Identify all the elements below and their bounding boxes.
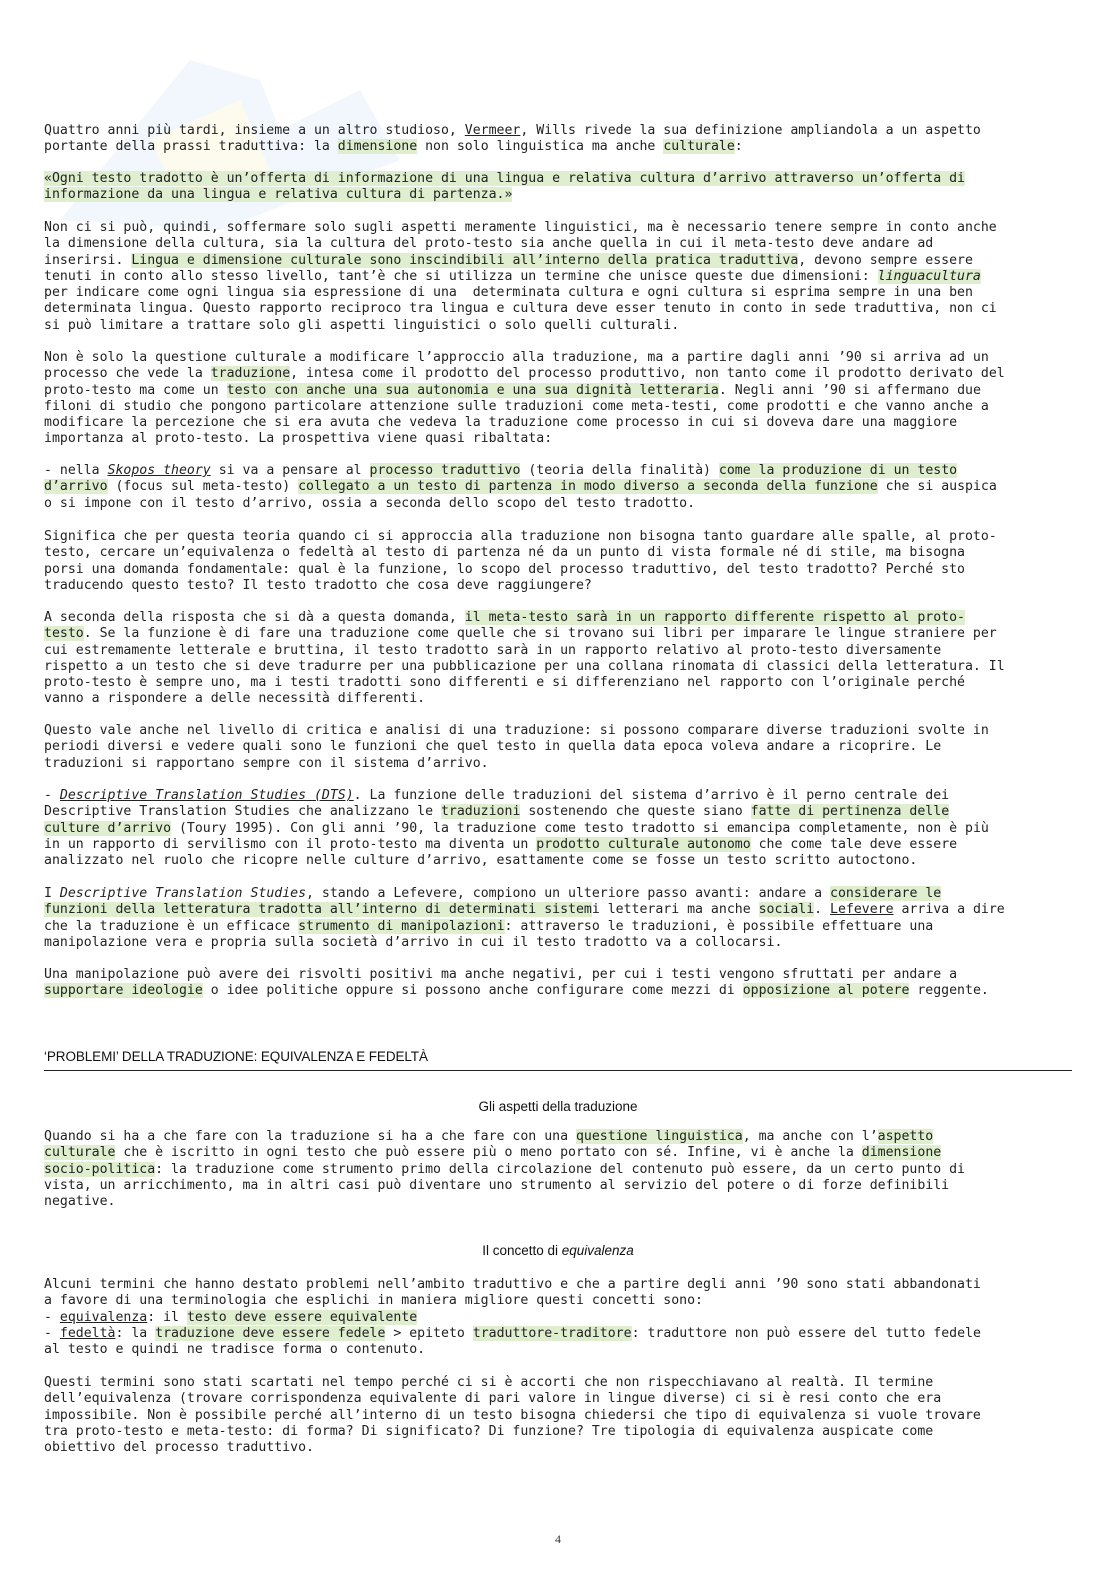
text-run: . — [814, 902, 831, 918]
paragraph — [44, 610, 1074, 708]
paragraph — [44, 171, 1074, 204]
highlighted-text: come la produzione di un testo d’arrivo — [44, 463, 958, 495]
highlighted-text: culturale — [663, 139, 735, 155]
text-run: sostenendo che queste siano — [520, 804, 751, 820]
highlighted-text: sociali — [758, 902, 815, 918]
text-run: Questi termini sono stati scartati nel tempo perché ci si è accorti che non rispecchiavano al realtà. Il termine dell’equivalenza (trovare corrispondenza equivalente di pari valore in lingue diverse) ci si è resi conto che era impossibile. Non è possibile perché all’interno di un testo bisogna chiedersi che tipo di equivalenza si vuole trovare tra proto-testo e meta-testo: di forma? Di significato? Di funzione? Tre tipologia di equivalenza auspicate come obiettivo del processo traduttivo. — [44, 1375, 981, 1456]
text-run: reggente. — [909, 983, 989, 999]
text-run: : traduttore non può essere del tutto fedele al testo e quindi ne tradisce forma o contenuto. — [44, 1325, 981, 1358]
highlighted-text: dimensione — [337, 139, 418, 155]
paragraph — [44, 1277, 1074, 1358]
text-run: : attraverso le traduzioni, è possibile effettuare una manipolazione vera e propria sulla società d’arrivo in cui il testo tradotto va a collocarsi. — [44, 918, 934, 950]
subheading-aspetti: Gli aspetti della traduzione — [478, 1099, 638, 1114]
text-run: : la traduzione come strumento primo della circolazione del contenuto può essere, da un certo punto di vista, un arricchimento, ma in altri casi può diventare uno strumento al servizio del potere o di forze definibili negative. — [44, 1161, 965, 1210]
text-run: , intesa come il prodotto del processo produttivo, non tanto come il prodotto derivato del proto-testo ma come un — [44, 366, 1005, 398]
text-run: , stando a Lefevere, compiono un ulteriore passo avanti: andare a — [306, 886, 831, 901]
paragraph — [44, 123, 1074, 156]
highlighted-text: traduzioni — [440, 804, 521, 820]
text-run: Lefevere — [830, 902, 894, 918]
text-run: Significa che per questa teoria quando ci si approccia alla traduzione non bisogna tanto guardare alle spalle, al proto- testo, cercare un’equivalenza o fedeltà al testo di partenza né da un punto di vista formale né di stile, ma bisogna porsi una domanda fondamentale: qual è la funzione, lo scopo del processo traduttivo, del testo tradotto? Perché sto traducendo questo testo? Il testo tradotto che cosa deve raggiungere? — [44, 529, 997, 593]
text-run: . Se la funzione è di fare una traduzione come quelle che si trovano sui libri per imparare le lingue straniere per cui estremamente letterale e bruttina, il testo tradotto sarà in un rapporto relativo al proto-testo diversamente rispetto a un testo che si deve tradurre per una pubblicazione per una collana rinomata di classici della letteratura. Il proto-testo è sempre uno, ma i testi tradotti sono differenti e si differenziano nel rapporto con l’originale perché vanno a rispondere a delle necessità differenti. — [44, 626, 1005, 707]
text-run: Una manipolazione può avere dei risvolti positivi ma anche negativi, per cui i testi vengono sfruttati per andare a — [44, 967, 958, 982]
text-run: A seconda della risposta che si dà a questa domanda, — [44, 610, 465, 625]
paragraph — [44, 886, 1074, 951]
highlighted-text: opposizione al potere — [742, 983, 910, 999]
text-run: . La funzione delle traduzioni del sistema d’arrivo è il perno centrale dei Descriptive Translation Studies che analizzano le — [44, 788, 950, 820]
highlighted-text: supportare ideologie — [44, 983, 203, 999]
text-run: si va a pensare al — [210, 463, 370, 478]
highlighted-text: considerare le funzioni della letteratura tradotta all’interno di determinati sistem — [44, 886, 942, 918]
paragraph — [44, 529, 1074, 594]
highlighted-text: il meta-testo sarà in un rapporto differente rispetto al proto- testo — [44, 610, 965, 642]
text-run: : — [734, 139, 743, 155]
paragraph — [44, 723, 1074, 772]
text-run: o idee politiche oppure si possono anche configurare come mezzi di — [202, 983, 743, 999]
text-run: , devono sempre essere tenuti in conto allo stesso livello, tant’è che si utilizza un termine che unisce queste due dimensioni: — [44, 252, 973, 284]
paragraph — [44, 350, 1074, 448]
page-number: 4 — [555, 1532, 561, 1546]
text-run: che è iscritto in ogni testo che può essere più o meno portato con sé. Infine, vi è anche la — [115, 1145, 862, 1161]
highlighted-text: fatte di pertinenza delle culture d’arrivo — [44, 804, 950, 836]
section-title: ‘PROBLEMI’ DELLA TRADUZIONE: EQUIVALENZA E FEDELTÀ — [44, 1049, 428, 1064]
highlighted-text: collegato a un testo di partenza in modo diverso a seconda della funzione — [298, 479, 878, 495]
highlighted-text: «Ogni testo tradotto è un’offerta di informazione di una lingua e relativa cultura d’arrivo attraverso un’offerta di informazione da una lingua e relativa cultura di partenza.» — [44, 171, 965, 203]
highlighted-text: traduttore-traditore — [472, 1325, 632, 1341]
text-run: Quando si ha a che fare con la traduzione si ha a che fare con una — [44, 1129, 576, 1144]
highlighted-text: Lingua e dimensione culturale sono inscindibili all’interno della pratica traduttiva — [131, 252, 799, 268]
text-run: Skopos theory — [107, 463, 211, 478]
text-run: arriva a dire che la traduzione è un efficace — [44, 902, 1005, 934]
text-run: , ma anche con l’ — [742, 1129, 878, 1144]
paragraph — [44, 788, 1074, 869]
highlighted-text: processo traduttivo — [369, 463, 521, 478]
highlighted-text: traduzione — [210, 366, 291, 382]
text-run: Vermeer — [464, 123, 521, 138]
text-run: che si auspica o si impone con il testo d’arrivo, ossia a seconda dello scopo del testo tradotto. — [44, 479, 997, 511]
text-run: che come tale deve essere analizzato nel ruolo che ricopre nelle culture d’arrivo, esattamente come se fosse un testo scritto autoctono. — [44, 836, 958, 869]
highlighted-text: dimensione socio-politica — [44, 1145, 942, 1177]
highlighted-text: testo deve essere equivalente — [186, 1309, 418, 1325]
text-run: - — [44, 1325, 52, 1341]
text-run: Non è solo la questione culturale a modificare l’approccio alla traduzione, ma a partire dagli anni ’90 si arriva ad un processo che vede la — [44, 350, 989, 382]
text-run: Descriptive Translation Studies — [59, 886, 307, 901]
paragraph — [44, 967, 1074, 1000]
highlighted-text: strumento di manipolazioni — [298, 918, 505, 934]
section-divider — [44, 1070, 1072, 1071]
paragraph — [44, 1129, 1074, 1210]
text-run: I — [44, 886, 60, 901]
text-run: Alcuni termini che hanno destato problemi nell’ambito traduttivo e che a partire degli anni ’90 sono stati abbandonati a favore di una terminologia che esplichi in maniera migliore questi concetti sono: - — [44, 1277, 981, 1325]
text-run: (Toury 1995). Con gli anni ’90, la traduzione come testo tradotto si emancipa completamente, non è più in un rapporto di servilismo con il proto-testo ma diventa un — [44, 820, 989, 852]
text-run: equivalenza — [59, 1309, 148, 1325]
highlighted-text: aspetto culturale — [44, 1129, 934, 1161]
text-run: Non ci si può, quindi, soffermare solo sugli aspetti meramente linguistici, ma è necessario tenere sempre in conto anche la dimensione della cultura, sia la cultura del proto-testo sia anche quella in cui il meta-testo deve andare ad inserirsi. — [44, 220, 997, 268]
text-run: fedeltà — [59, 1325, 116, 1341]
paragraph — [44, 1375, 1074, 1456]
text-run: i letterari ma anche — [591, 902, 759, 918]
text-run: - — [44, 788, 60, 803]
text-run: . Negli anni ’90 si affermano due filoni di studio che pongono particolare attenzione sulle traduzioni come meta-testi, come prodotti e che vanno anche a modificare la percezione che si era avuta che vedeva la traduzione come processo in cui si doveva dare una maggiore importanza al proto-testo. La prospettiva viene quasi ribaltata: — [44, 382, 989, 447]
text-run: > epiteto — [385, 1325, 473, 1341]
text-run: - nella — [44, 463, 108, 478]
subheading-equivalenza: Il concetto di equivalenza — [482, 1243, 634, 1258]
text-run: : il — [147, 1309, 187, 1325]
highlighted-text: prodotto culturale autonomo — [536, 836, 751, 852]
text-run: non solo linguistica ma anche — [417, 139, 664, 155]
highlighted-text: linguacultura — [877, 268, 981, 284]
text-run: per indicare come ogni lingua sia espressione di una determinata cultura e ogni cultura si esprima sempre in una ben determinata lingua. Questo rapporto reciproco tra lingua e cultura deve esser tenuto in conto in sede traduttiva, non ci si può limitare a trattare solo gli aspetti linguistici o solo quelli culturali. — [44, 285, 997, 333]
text-run: Quattro anni più tardi, insieme a un altro studioso, — [44, 123, 465, 138]
text-run: (teoria della finalità) — [520, 463, 719, 478]
paragraph — [44, 463, 1074, 512]
paragraph — [44, 220, 1074, 334]
highlighted-text: questione linguistica — [575, 1129, 743, 1144]
text-run: , Wills rivede la sua definizione ampliandola a un aspetto portante della prassi traduttiva: la — [44, 123, 981, 155]
text-run: Questo vale anche nel livello di critica e analisi di una traduzione: si possono comparare diverse traduzioni svolte in periodi diversi e vedere quali sono le funzioni che quel testo in quella data epoca voleva andare a ricoprire. Le traduzioni si rapportano sempre con il sistema d’arrivo. — [44, 723, 989, 771]
highlighted-text: traduzione deve essere fedele — [155, 1325, 386, 1341]
highlighted-text: testo con anche una sua autonomia e una sua dignità letteraria — [226, 382, 719, 398]
text-run: : la — [115, 1325, 156, 1341]
text-run: Descriptive Translation Studies (DTS) — [59, 788, 354, 803]
text-run: (focus sul meta-testo) — [107, 479, 299, 495]
